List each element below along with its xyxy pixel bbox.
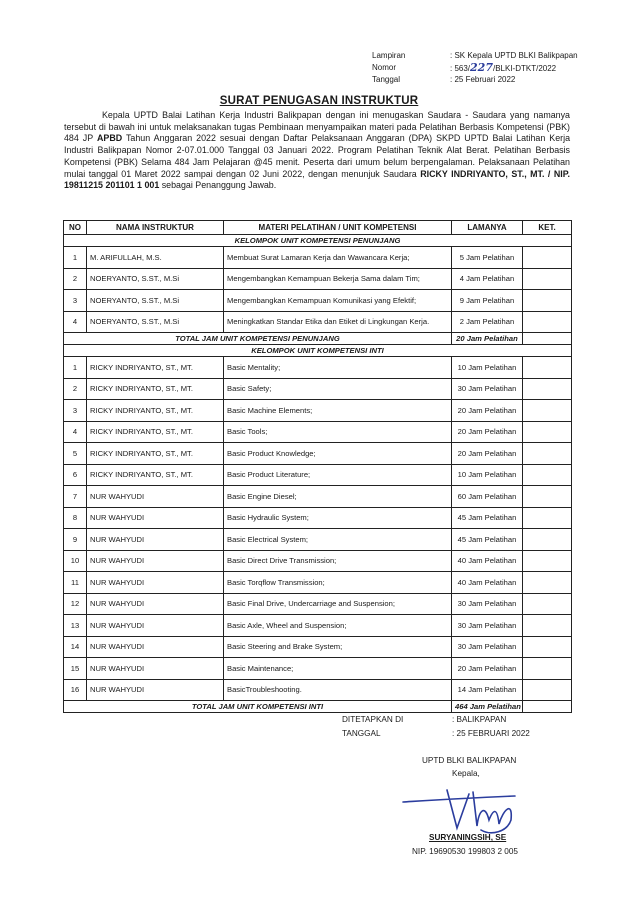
row-no: 7 [64,486,87,508]
table-row [64,290,572,312]
table-row [64,400,572,422]
row-instructor: NUR WAHYUDI [87,679,224,701]
intro-text-1: Kepala UPTD Balai Latihan Kerja Industri Balikpapan dengan ini menugaskan Saudara - Saudara yang namanya tersebut di bawah ini untuk melaksanakan tugas Pembinaan menyampaikan materi pada Pelatihan Berbasis Kompetensi (PBK) 484 JP [64,110,570,144]
row-no: 4 [64,311,87,333]
row-notes [523,529,572,551]
row-notes [523,507,572,529]
row-no: 1 [64,247,87,269]
row-instructor: RICKY INDRIYANTO, ST., MT. [87,357,224,379]
row-instructor: NUR WAHYUDI [87,550,224,572]
row-notes [523,550,572,572]
row-duration: 45 Jam Pelatihan [452,529,523,551]
row-no: 2 [64,378,87,400]
row-unit: Basic Tools; [224,421,452,443]
table-row [64,443,572,465]
row-notes [523,464,572,486]
table-row [64,679,572,701]
row-duration: 30 Jam Pelatihan [452,593,523,615]
intro-text-2: Tahun Anggaran 2022 sesuai dengan Daftar Pelaksanaan Anggaran (DPA) SKPD UPTD Balai Latihan Kerja Industri Balikpapan Nomor 2-07.01.000 Tanggal 03 Januari 2022. Program Pelatihan Teknik Alat Berat. Pelatihan Berbasis Kompetensi (PBK) Selama 484 Jam Pelajaran @45 menit. Peserta dari umum belum berpengalaman. Pelaksanaan Pelatihan mulai tanggal 01 Maret 2022 sampai dengan 02 Juni 2022, dengan menunjuk Saudara [64,133,570,179]
row-no: 3 [64,400,87,422]
table-row [64,529,572,551]
table-row [64,464,572,486]
row-unit: Mengembangkan Kemampuan Komunikasi yang Efektif; [224,290,452,312]
row-no: 1 [64,357,87,379]
row-notes [523,378,572,400]
table-row [64,268,572,290]
row-notes [523,486,572,508]
signatory-name: SURYANINGSIH, SE [429,833,507,842]
row-unit: Basic Mentality; [224,357,452,379]
row-notes [523,290,572,312]
ditetapkan-value: : BALIKPAPAN [452,715,507,724]
row-unit: Basic Torqflow Transmission; [224,572,452,594]
row-instructor: RICKY INDRIYANTO, ST., MT. [87,421,224,443]
row-no: 3 [64,290,87,312]
row-instructor: RICKY INDRIYANTO, ST., MT. [87,443,224,465]
row-instructor: NOERYANTO, S.ST., M.Si [87,311,224,333]
nomor-value [450,62,556,75]
row-unit: Basic Safety; [224,378,452,400]
row-instructor: NUR WAHYUDI [87,507,224,529]
row-notes [523,615,572,637]
row-instructor: NUR WAHYUDI [87,593,224,615]
row-duration: 20 Jam Pelatihan [452,400,523,422]
row-notes [523,443,572,465]
row-instructor: RICKY INDRIYANTO, ST., MT. [87,464,224,486]
row-unit: Basic Product Knowledge; [224,443,452,465]
group-header-row [64,345,572,357]
signatory-nip: NIP. 19690530 199803 2 005 [412,847,518,856]
signatory-role: Kepala, [452,769,480,778]
row-no: 6 [64,464,87,486]
row-duration: 20 Jam Pelatihan [452,658,523,680]
row-duration: 4 Jam Pelatihan [452,268,523,290]
row-notes [523,311,572,333]
row-unit: BasicTroubleshooting. [224,679,452,701]
header-name: NAMA INSTRUKTUR [87,221,224,235]
row-no: 12 [64,593,87,615]
table-row [64,593,572,615]
row-notes [523,247,572,269]
row-duration: 10 Jam Pelatihan [452,464,523,486]
intro-text-3: sebagai Penanggung Jawab. [159,180,277,191]
row-notes [523,268,572,290]
table-row [64,615,572,637]
row-instructor: NUR WAHYUDI [87,658,224,680]
row-instructor: RICKY INDRIYANTO, ST., MT. [87,378,224,400]
total-label: TOTAL JAM UNIT KOMPETENSI PENUNJANG [64,333,452,345]
table-row [64,550,572,572]
lampiran-label: Lampiran [372,51,406,60]
row-duration: 40 Jam Pelatihan [452,550,523,572]
instructor-table [63,220,572,713]
tanggal-value: : 25 Februari 2022 [450,75,516,84]
signatory-org: UPTD BLKI BALIKPAPAN [422,756,517,765]
total-notes [523,333,572,345]
row-unit: Meningkatkan Standar Etika dan Etiket di Lingkungan Kerja. [224,311,452,333]
row-no: 15 [64,658,87,680]
row-duration: 10 Jam Pelatihan [452,357,523,379]
row-unit: Basic Electrical System; [224,529,452,551]
row-unit: Mengembangkan Kemampuan Bekerja Sama dalam Tim; [224,268,452,290]
total-row [64,701,572,713]
document-title: SURAT PENUGASAN INSTRUKTUR [219,95,419,107]
table-header-row [64,221,572,235]
row-no: 5 [64,443,87,465]
table-row [64,247,572,269]
row-duration: 20 Jam Pelatihan [452,443,523,465]
lampiran-value: : SK Kepala UPTD BLKI Balikpapan [450,51,578,60]
table-row [64,357,572,379]
row-no: 13 [64,615,87,637]
row-notes [523,679,572,701]
row-duration: 45 Jam Pelatihan [452,507,523,529]
row-duration: 5 Jam Pelatihan [452,247,523,269]
group-title: KELOMPOK UNIT KOMPETENSI INTI [64,345,572,357]
row-no: 2 [64,268,87,290]
row-no: 14 [64,636,87,658]
row-instructor: M. ARIFULLAH, M.S. [87,247,224,269]
table-row [64,421,572,443]
row-instructor: NOERYANTO, S.ST., M.Si [87,290,224,312]
row-notes [523,658,572,680]
row-instructor: RICKY INDRIYANTO, ST., MT. [87,400,224,422]
nomor-handwritten: 227 [470,60,493,74]
table-row [64,658,572,680]
row-duration: 2 Jam Pelatihan [452,311,523,333]
header-notes: KET. [523,221,572,235]
row-unit: Basic Engine Diesel; [224,486,452,508]
row-duration: 9 Jam Pelatihan [452,290,523,312]
group-title: KELOMPOK UNIT KOMPETENSI PENUNJANG [64,235,572,247]
intro-paragraph [64,110,570,192]
intro-bold-responsible: RICKY INDRIYANTO, ST., MT. / NIP. 19811215 201101 1 001 [64,168,571,191]
row-no: 9 [64,529,87,551]
header-duration: LAMANYA [452,221,523,235]
table-row [64,378,572,400]
row-duration: 30 Jam Pelatihan [452,378,523,400]
intro-bold-apbd: APBD [97,133,123,144]
footer-tanggal-label: TANGGAL [342,729,381,738]
row-unit: Basic Steering and Brake System; [224,636,452,658]
table-row [64,507,572,529]
row-notes [523,400,572,422]
row-unit: Basic Axle, Wheel and Suspension; [224,615,452,637]
row-instructor: NUR WAHYUDI [87,486,224,508]
table-row [64,486,572,508]
table-row [64,636,572,658]
row-unit: Membuat Surat Lamaran Kerja dan Wawancara Kerja; [224,247,452,269]
row-unit: Basic Maintenance; [224,658,452,680]
row-duration: 60 Jam Pelatihan [452,486,523,508]
row-unit: Basic Hydraulic System; [224,507,452,529]
row-notes [523,421,572,443]
nomor-prefix: : 563/ [450,63,471,73]
table-row [64,572,572,594]
row-notes [523,357,572,379]
row-duration: 20 Jam Pelatihan [452,421,523,443]
row-instructor: NUR WAHYUDI [87,529,224,551]
row-instructor: NUR WAHYUDI [87,572,224,594]
row-unit: Basic Direct Drive Transmission; [224,550,452,572]
row-notes [523,636,572,658]
row-notes [523,593,572,615]
row-duration: 40 Jam Pelatihan [452,572,523,594]
tanggal-label: Tanggal [372,75,401,84]
ditetapkan-label: DITETAPKAN DI [342,715,404,724]
row-unit: Basic Machine Elements; [224,400,452,422]
decree-place-date [342,714,530,739]
row-no: 10 [64,550,87,572]
row-no: 4 [64,421,87,443]
row-instructor: NUR WAHYUDI [87,636,224,658]
letter-meta [372,50,578,86]
total-value: 20 Jam Pelatihan [452,333,523,345]
row-instructor: NOERYANTO, S.ST., M.Si [87,268,224,290]
header-no: NO [64,221,87,235]
group-header-row [64,235,572,247]
total-row [64,333,572,345]
nomor-suffix: /BLKI-DTKT/2022 [492,63,557,73]
row-no: 8 [64,507,87,529]
row-unit: Basic Product Literature; [224,464,452,486]
footer-tanggal-value: : 25 FEBRUARI 2022 [452,729,530,738]
row-no: 11 [64,572,87,594]
row-duration: 14 Jam Pelatihan [452,679,523,701]
row-unit: Basic Final Drive, Undercarriage and Suspension; [224,593,452,615]
total-value: 464 Jam Pelatihan [452,701,523,713]
row-instructor: NUR WAHYUDI [87,615,224,637]
header-unit: MATERI PELATIHAN / UNIT KOMPETENSI [224,221,452,235]
row-no: 16 [64,679,87,701]
total-notes [523,701,572,713]
row-duration: 30 Jam Pelatihan [452,636,523,658]
table-row [64,311,572,333]
total-label: TOTAL JAM UNIT KOMPETENSI INTI [64,701,452,713]
nomor-label: Nomor [372,62,397,72]
row-duration: 30 Jam Pelatihan [452,615,523,637]
row-notes [523,572,572,594]
